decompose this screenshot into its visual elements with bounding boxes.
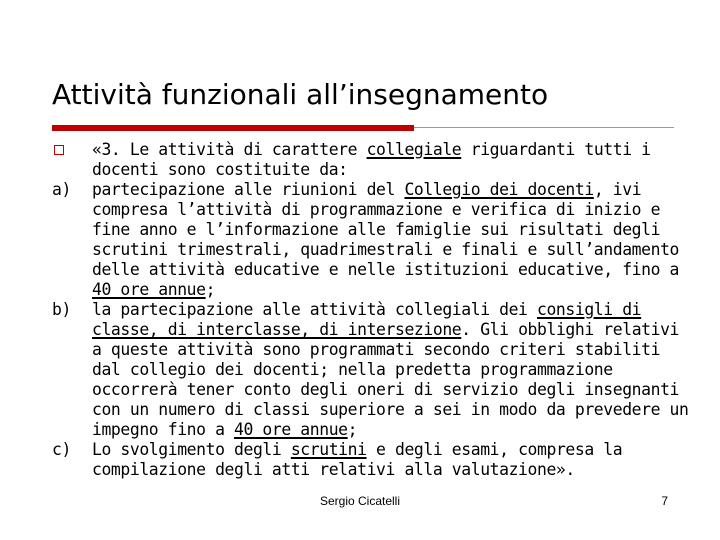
text-segment: «3. Le attività di carattere bbox=[92, 140, 367, 159]
text-segment: , ivi compresa l’attività di programmazione e verifica di inizio e fine anno e l’informazione alle famiglie sui risultati degli scrutini trimestrali, quadrimestrali e finali e sull’andamento delle attività educative e nelle istituzioni educative, fino a bbox=[92, 180, 680, 279]
list-marker: c) bbox=[52, 440, 71, 459]
underlined-term: collegiale bbox=[366, 140, 462, 159]
text-segment: Lo svolgimento degli bbox=[92, 440, 291, 459]
slide-body bbox=[52, 140, 692, 480]
title-underline-rule bbox=[414, 127, 674, 128]
list-item-c bbox=[52, 440, 692, 480]
list-item-b bbox=[52, 300, 692, 440]
text-segment: ; bbox=[205, 280, 216, 299]
list-marker: a) bbox=[52, 180, 71, 199]
text-segment: riguardanti tutti i docenti sono costituite da: bbox=[92, 140, 651, 179]
hollow-square-bullet-icon bbox=[54, 145, 64, 155]
footer-author: Sergio Cicatelli bbox=[319, 494, 401, 508]
list-marker: b) bbox=[52, 300, 71, 319]
page-number: 7 bbox=[661, 494, 668, 508]
title-underline-accent bbox=[52, 125, 414, 131]
list-item-a bbox=[52, 180, 692, 300]
text-segment: la partecipazione alle attività collegiali dei bbox=[92, 300, 537, 319]
underlined-term: consigli di classe, di interclasse, di intersezione bbox=[92, 300, 642, 339]
underlined-term: scrutini bbox=[290, 440, 367, 459]
underlined-term: 40 ore annue bbox=[92, 280, 206, 299]
slide-title: Attività funzionali all’insegnamento bbox=[52, 78, 549, 111]
text-segment: . Gli obblighi relativi a queste attività sono programmati secondo criteri stabiliti dal collegio dei docenti; nella predetta programmazione occorrerà tener conto degli oneri di servizio degli insegnanti con un numero di classi superiore a sei in modo da prevedere un impegno fino a bbox=[92, 320, 689, 439]
text-segment: ; bbox=[347, 420, 358, 439]
text-segment: e degli esami, compresa la compilazione degli atti relativi alla valutazione». bbox=[92, 440, 623, 479]
underlined-term: Collegio dei docenti bbox=[404, 180, 594, 199]
underlined-term: 40 ore annue bbox=[234, 420, 348, 439]
list-item-intro bbox=[52, 140, 692, 180]
text-segment: partecipazione alle riunioni del bbox=[92, 180, 405, 199]
